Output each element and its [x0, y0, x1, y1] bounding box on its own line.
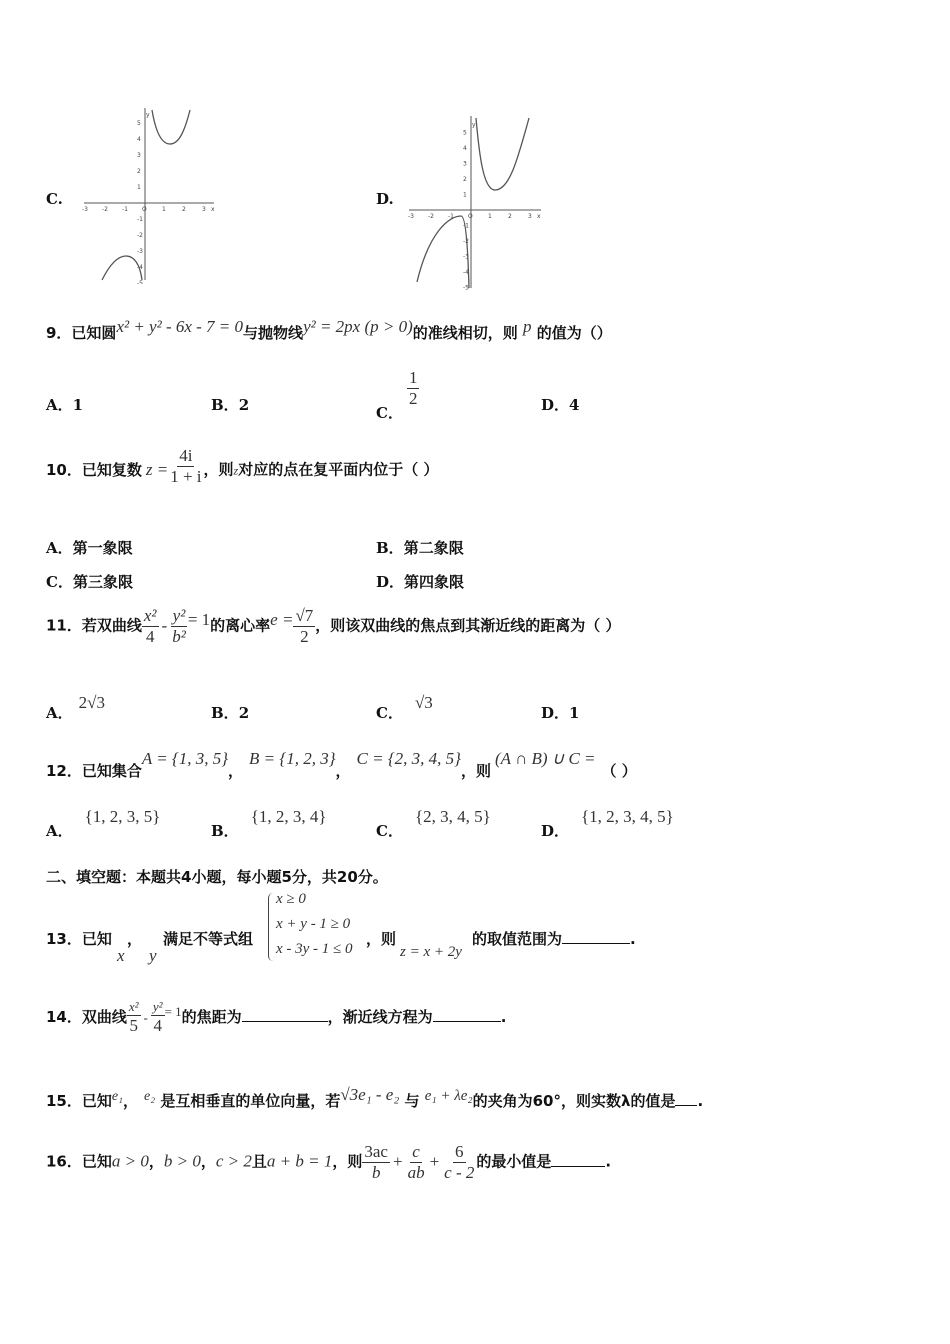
answer-blank[interactable]: [433, 1021, 501, 1022]
q9-option-d[interactable]: D．4: [541, 396, 580, 414]
graph-d: [405, 112, 545, 292]
q11-option-a[interactable]: A．2√3: [46, 693, 105, 722]
y-tick-label: 4: [463, 145, 467, 152]
answer-blank[interactable]: [551, 1166, 605, 1167]
question-11: 11．若双曲线 $\frac{\text{x²}}{4}$ - $\frac{\text{y²}}{\text{b²}}$ = 1的离心率e = $\frac{√7}{2}$ ，则该双曲线的焦点到其渐近线的距离为（ ）: [46, 606, 621, 646]
answer-blank[interactable]: [242, 1021, 328, 1022]
y-tick-label: 3: [137, 152, 141, 159]
option-c-label: C.: [46, 190, 63, 208]
x-tick-label: -3: [82, 206, 88, 213]
x-tick-label: 2: [508, 213, 512, 220]
ineq-2: x + y - 1 ≥ 0: [276, 916, 351, 932]
x-tick-label: O: [142, 206, 147, 213]
answer-blank[interactable]: [562, 943, 630, 944]
x-tick-label: 1: [488, 213, 492, 220]
q10-option-b[interactable]: B．第二象限: [376, 539, 464, 557]
x-tick-label: 2: [182, 206, 186, 213]
graph-c: [80, 104, 220, 284]
x-tick-label: O: [468, 213, 473, 220]
answer-blank[interactable]: [675, 1105, 697, 1106]
x-axis-label: x: [537, 213, 541, 220]
y-tick-label: -5: [463, 284, 469, 292]
y-tick-label: 3: [463, 160, 467, 168]
y-tick-label: -4: [137, 264, 143, 271]
x-tick-label: -2: [102, 206, 108, 213]
y-tick-label: -1: [463, 222, 469, 230]
question-16: 16．已知a > 0，b > 0，c > 2且a + b = 1，则 $\frac{3ac}{b}$ + $\frac{c}{ab}$ + $\frac{6}{c - 2}$ 的最小值是 .: [46, 1142, 612, 1182]
section-2-heading: 二、填空题：本题共4小题，每小题5分，共20分。: [46, 868, 388, 886]
x-tick-label: 1: [162, 206, 166, 213]
q13-end: 的取值范围为 .: [472, 930, 636, 948]
y-tick-label: -3: [137, 248, 143, 255]
x-tick-label: -2: [428, 213, 434, 220]
x-tick-label: 3: [202, 206, 206, 213]
question-14: 14．双曲线 $\frac{\text{x²}}{5}$ - $\frac{\text{y²}}{4}$ = 1的焦距为 ，渐近线方程为 .: [46, 999, 507, 1035]
q10-option-c[interactable]: C．第三象限: [46, 573, 133, 591]
q11-option-b[interactable]: B．2: [211, 704, 250, 722]
y-tick-label: -5: [137, 280, 143, 284]
q12-option-d[interactable]: D．{1, 2, 3, 4, 5}: [541, 807, 674, 840]
y-tick-label: -2: [137, 232, 143, 239]
question-15: 15．已知e₁， e₂ 是互相垂直的单位向量，若√3e₁ - e₂ 与 e₁ + λe₂的夹角为60°，则实数λ的值是 .: [46, 1085, 704, 1110]
option-d-label: D.: [376, 190, 394, 208]
q12-option-a[interactable]: A．{1, 2, 3, 5}: [46, 807, 161, 840]
curve-d-right: [476, 118, 529, 190]
q12-option-b[interactable]: B．{1, 2, 3, 4}: [211, 807, 327, 840]
y-axis-label: y: [472, 121, 476, 129]
y-tick-label: 2: [137, 168, 141, 175]
x-tick-label: -1: [122, 206, 128, 213]
var-y: y: [149, 946, 157, 965]
q11-option-c[interactable]: C．√3: [376, 693, 433, 722]
x-tick-label: -1: [448, 213, 454, 220]
curve-c-left: [102, 256, 142, 280]
q12-option-c[interactable]: C．{2, 3, 4, 5}: [376, 807, 491, 840]
y-tick-label: -1: [137, 216, 143, 223]
system-brace: [268, 893, 273, 961]
x-axis-label: x: [211, 206, 215, 213]
q10-option-d[interactable]: D．第四象限: [376, 573, 465, 591]
q13-z: z = x + 2y: [400, 944, 462, 960]
ineq-1: x ≥ 0: [276, 891, 306, 907]
x-tick-label: 3: [528, 213, 532, 220]
y-tick-label: 5: [463, 129, 467, 137]
q13-comma: ，: [127, 930, 143, 948]
q13-mid: 满足不等式组: [163, 930, 254, 948]
question-9: 9．已知圆x² + y² - 6x - 7 = 0与抛物线y² = 2px (p > 0)的准线相切，则 p 的值为（）: [46, 317, 612, 342]
y-tick-label: 1: [463, 191, 467, 199]
question-12: 12．已知集合A = {1, 3, 5}，B = {1, 2, 3}，C = {2, 3, 4, 5}，则(A ∩ B) ∪ C =（ ）: [46, 749, 637, 780]
q13-then: ，则: [366, 930, 397, 948]
curve-d-left: [417, 216, 469, 288]
var-x: x: [117, 946, 125, 965]
y-tick-label: -2: [463, 238, 469, 245]
y-axis-label: y: [146, 111, 150, 119]
q9-option-c[interactable]: C． $\frac{1}{2}$: [376, 368, 418, 423]
ineq-3: x - 3y - 1 ≤ 0: [276, 941, 353, 957]
q9-option-b[interactable]: B．2: [211, 396, 250, 414]
y-tick-label: 2: [463, 176, 467, 183]
q9-option-a[interactable]: A．1: [46, 396, 84, 414]
y-tick-label: -4: [463, 269, 469, 276]
y-tick-label: 4: [137, 136, 141, 143]
y-tick-label: -3: [463, 253, 469, 261]
question-10: 10．已知复数 z = $\frac{4i}{1 + i}$ ，则z对应的点在复平面内位于（ ）: [46, 446, 439, 486]
q10-option-a[interactable]: A．第一象限: [46, 539, 133, 557]
y-tick-label: 5: [137, 120, 141, 127]
q11-option-d[interactable]: D．1: [541, 704, 580, 722]
curve-c-right: [152, 110, 190, 144]
question-13: 13．已知: [46, 930, 112, 948]
y-tick-label: 1: [137, 184, 141, 191]
x-tick-label: -3: [408, 213, 414, 220]
